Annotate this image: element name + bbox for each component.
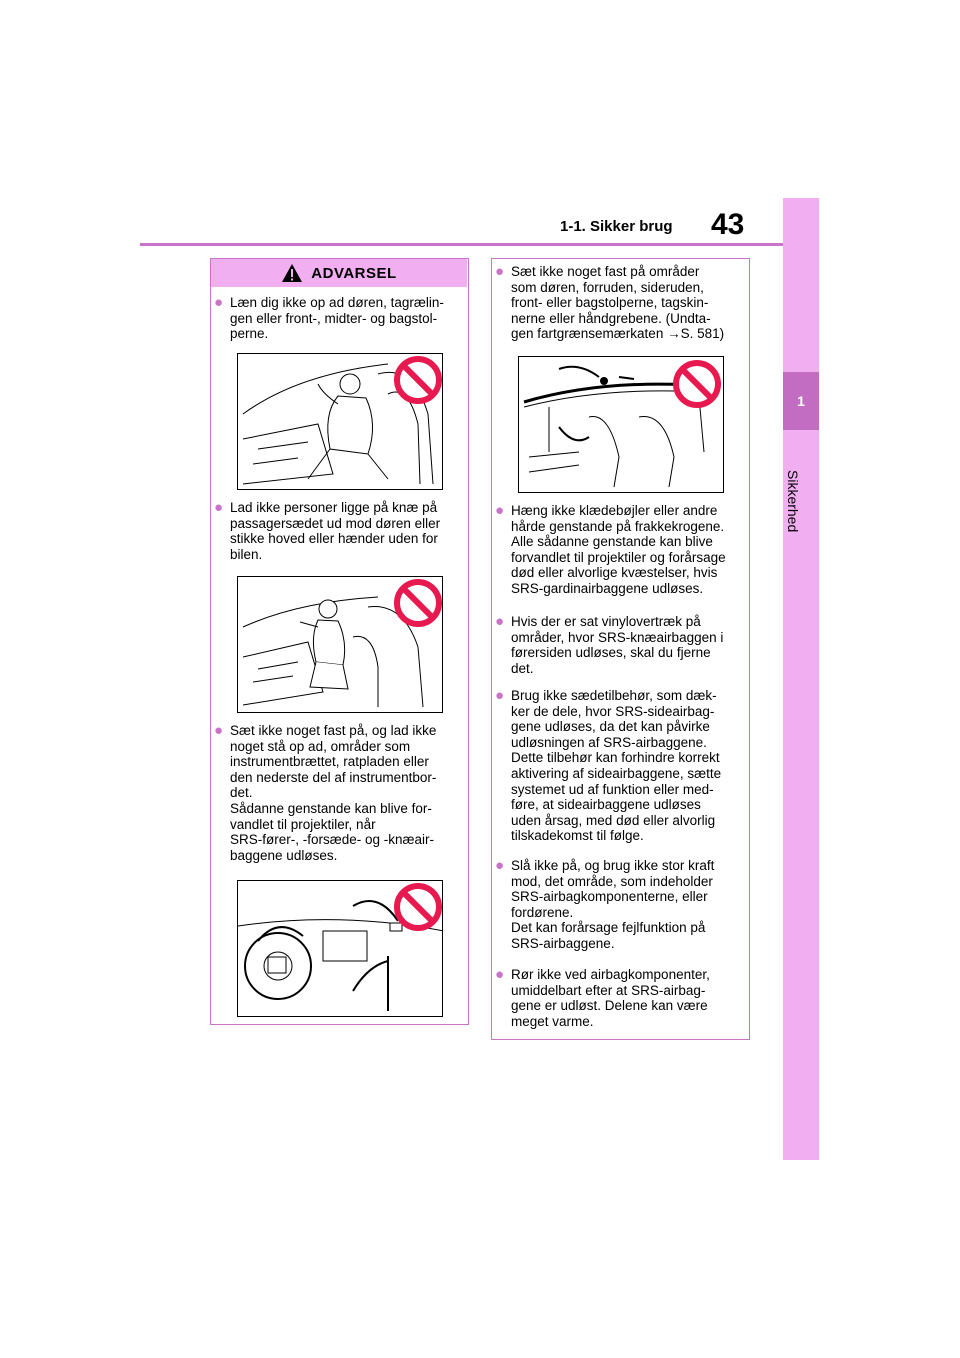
bullet-icon: ● (495, 502, 505, 519)
prohibition-icon (393, 882, 443, 932)
list-item: ● Hæng ikke klædebøjler eller andre hårde genstande på frakkekrogene. Alle sådanne genstande kan blive forvandlet til projektiler og forårsage død eller alvorlige kvæstelser, hvis SRS-gardinairbaggene udløses. (495, 502, 726, 596)
section-title: 1-1. Sikker brug (560, 218, 673, 235)
list-item: ● Slå ikke på, og brug ikke stor kraft mod, det område, som indeholder SRS-airbagkomponenterne, eller fordørene. Det kan forårsage fejlfunktion på SRS-airbaggene. (495, 857, 715, 951)
prohibition-icon (672, 359, 722, 409)
list-item: ● Lad ikke personer ligge på knæ på passagersædet ud mod døren eller stikke hoved eller hænder uden for bilen. (214, 499, 441, 562)
list-item: ● Hvis der er sat vinylovertræk på områder, hvor SRS-knæairbaggen i førersiden udløses, skal du fjerne det. (495, 613, 724, 676)
chapter-number: 1 (783, 372, 819, 430)
bullet-icon: ● (214, 294, 224, 311)
warning-title: ADVARSEL (311, 264, 397, 282)
list-item: ● Læn dig ikke op ad døren, tagrælin- gen eller front-, midter- og bagstol- perne. (214, 294, 444, 342)
header-divider (140, 243, 783, 246)
prohibition-icon (393, 578, 443, 628)
page-number: 43 (711, 208, 745, 241)
chapter-label: Sikkerhed (785, 470, 801, 533)
bullet-icon: ● (214, 499, 224, 516)
list-item: ● Rør ikke ved airbagkomponenter, umiddelbart efter at SRS-airbag- gene er udløst. Delene kan være meget varme. (495, 966, 710, 1029)
bullet-icon: ● (214, 722, 224, 739)
list-item: ● Sæt ikke noget fast på, og lad ikke noget stå op ad, områder som instrumentbrættet, ratpladen eller den nederste del af instrumentbor- det. Sådanne genstande kan blive for- vandlet til projektiler, når SRS-fører-, -forsæde- og -knæair- baggene udløses. (214, 722, 437, 863)
warning-header (211, 259, 467, 287)
warning-triangle-icon (281, 263, 303, 283)
list-item: ● Brug ikke sædetilbehør, som dæk- ker de dele, hvor SRS-sideairbag- gene udløses, da det kan påvirke udløsningen af SRS-airbaggene. Dette tilbehør kan forhindre korrekt aktivering af sideairbaggene, sætte systemet ud af funktion eller med- føre, at sideairbaggene udløses uden årsag, med død eller alvorlig tilskadekomst til følge. (495, 687, 722, 844)
bullet-icon: ● (495, 857, 505, 874)
bullet-icon: ● (495, 613, 505, 630)
bullet-icon: ● (495, 966, 505, 983)
bullet-icon: ● (495, 263, 505, 280)
prohibition-icon (393, 355, 443, 405)
bullet-icon: ● (495, 687, 505, 704)
list-item: ● Sæt ikke noget fast på områder som døren, forruden, sideruden, front- eller bagstolperne, tagskin- nerne eller håndgrebene. (Undta- gen fartgrænsemærkaten →S. 581) (495, 263, 725, 342)
side-tab (783, 198, 819, 1160)
